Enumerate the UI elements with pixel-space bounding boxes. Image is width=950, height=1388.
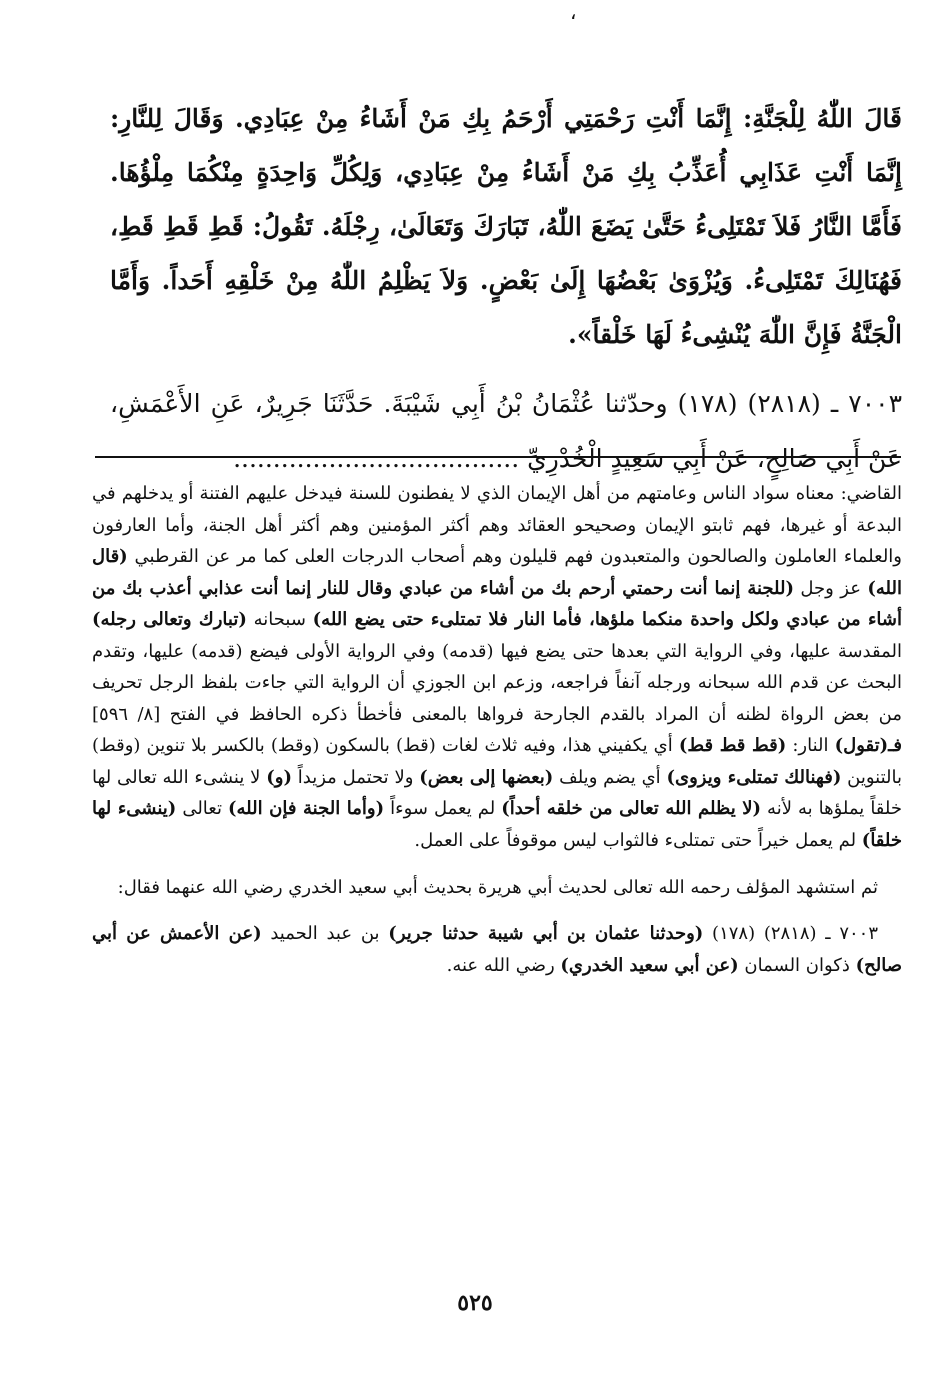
text-segment: لا ينشىء الله تعالى لها خلقاً يملؤها به لأنه (92, 766, 902, 819)
commentary-paragraph-3 (92, 918, 902, 982)
hadith-body: قَالَ اللّٰهُ لِلْجَنَّةِ: إِنَّمَا أَنْتِ رَحْمَتِي أَرْحَمُ بِكِ مَنْ أَشَاءُ مِنْ عِبَادِي. وَقَالَ لِلنَّارِ: إِنَّمَا أَنْتِ عَذَابِي أُعَذِّبُ بِكِ مَنْ أَشَاءُ مِنْ عِبَادِي، وَلِكُلِّ وَاحِدَةٍ مِنْكُمَا مِلْؤُهَا. فَأَمَّا النَّارُ فَلاَ تَمْتَلِىءُ حَتَّىٰ يَضَعَ اللّٰهُ، تَبَارَكَ وَتَعَالَىٰ، رِجْلَهُ. تَقُولُ: قَطِ قَطِ قَطِ، فَهُنَالِكَ تَمْتَلِىءُ. وَيُزْوَىٰ بَعْضُهَا إِلَىٰ بَعْضٍ. وَلاَ يَظْلِمُ اللّٰهُ مِنْ خَلْقِهِ أَحَداً. وَأَمَّا الْجَنَّةُ فَإِنَّ اللّٰهَ يُنْشِىءُ لَهَا خَلْقاً». (110, 104, 902, 349)
text-segment: تعالى (176, 798, 228, 819)
text-segment: لم يعمل خيراً حتى تمتلىء فالثواب ليس موقوفاً على العمل. (414, 829, 862, 851)
bold-quote-segment: (قال الله) (92, 546, 902, 599)
commentary-paragraph-1 (92, 478, 902, 856)
text-segment: ذكوان السمان (738, 954, 856, 976)
text-segment: أي يكفيني هذا، وفيه ثلاث لغات (قط) بالسكون (وقط) بالكسر بلا تنوين (وقط) بالتنوين (92, 735, 902, 788)
bold-quote-segment: (قط قط قط) (678, 735, 787, 756)
bold-quote-segment: (للجنة إنما أنت رحمتي أرحم بك من أشاء من عبادي وقال للنار إنما أنت عذابي أعذب بك من أشاء من عبادي ولكل واحدة منكما ملؤها، فأما النار فلا تمتلىء حتى يضع الله) (92, 577, 902, 630)
hadith-text-block (110, 92, 902, 486)
text-segment: أي يضم ويلف (553, 766, 667, 788)
bold-quote-segment: (وأما الجنة فإن الله) (228, 798, 385, 819)
bold-quote-segment: (لا يظلم الله تعالى من خلقه أحداً) (501, 798, 762, 819)
bold-quote-segment: (عن الأعمش عن أبي صالح) (92, 922, 902, 976)
text-segment: القاضي: معناه سواد الناس وعامتهم من أهل الإيمان الذي لا يفطنون للسنة فيدخل عليهم الفتنة أو يدخلهم في البدعة أو غيرها، فهم ثابتو الإيمان وصحيحو العقائد وهم أكثر المؤمنين وهم أكثر أهل الجنة، وأما العارفون والعلماء العاملون والصالحون والمتعبدون فهم قليلون وهم أصحاب الدرجات العلى كما مر عن القرطبي (92, 483, 902, 567)
top-mark: ، (570, 0, 577, 24)
bold-quote-segment: (وحدثنا عثمان بن أبي شيبة حدثنا جرير) (388, 922, 704, 944)
bold-quote-segment: (بعضها إلى بعض) (419, 766, 554, 788)
bold-quote-segment: (فهنالك تمتلىء ويزوى) (666, 766, 842, 788)
bold-quote-segment: (و) (266, 766, 292, 788)
chain-text: ٧٠٠٣ ـ (٢٨١٨) (١٧٨) وحدّثنا عُثْمَانُ بْنُ أَبِي شَيْبَةَ. حَدَّثَنَا جَرِيرٌ، عَنِ الأَعْمَشِ، عَنْ أَبِي صَالِحٍ، عَنْ أَبِي سَعِيدٍ الْخُدْرِيِّ (110, 389, 902, 473)
chain-dots: .................................... (233, 444, 520, 473)
commentary-paragraph-2: ثم استشهد المؤلف رحمه الله تعالى لحديث أبي هريرة بحديث أبي سعيد الخدري رضي الله عنهما فقال: (117, 877, 878, 898)
bold-quote-segment: (تبارك وتعالى رجله) (92, 609, 247, 630)
text-segment: لم يعمل سوءاً (384, 798, 502, 819)
bold-quote-segment: (ينشىء لها خلقاً) (92, 798, 902, 851)
commentary-block (92, 478, 902, 982)
text-segment: النار: (786, 735, 835, 756)
text-segment: المقدسة عليها، وفي الرواية التي بعدها حتى يضع فيها (قدمه) وفي الرواية الأولى فيضع (قدمه) عليها، وتقدم البحث عن قدم الله سبحانه ورجله آنفاً فراجعه، وزعم ابن الجوزي أن الرواية التي جاءت بلفظ الرجل تحريف من بعض الرواة لظنه أن المراد بالقدم الجارحة فرواها بالمعنى فأخطأ ذكره الحافظ في الفتح [٨/ ٥٩٦] (92, 640, 902, 725)
text-segment: عز وجل (794, 577, 868, 599)
bold-quote-segment: فـ(تقول) (834, 735, 903, 756)
text-segment: ٧٠٠٣ ـ (٢٨١٨) (١٧٨) (703, 922, 878, 944)
hadith-chain (110, 376, 902, 486)
text-segment: سبحانه (246, 609, 313, 630)
text-segment: بن عبد الحميد (261, 922, 389, 944)
page-number: ٥٢٥ (457, 1290, 493, 1316)
text-segment: ولا تحتمل مزيداً (291, 766, 420, 788)
footnote-divider (95, 456, 901, 458)
bold-quote-segment: (عن أبي سعيد الخدري) (560, 954, 739, 976)
text-segment: رضي الله عنه. (446, 954, 561, 976)
